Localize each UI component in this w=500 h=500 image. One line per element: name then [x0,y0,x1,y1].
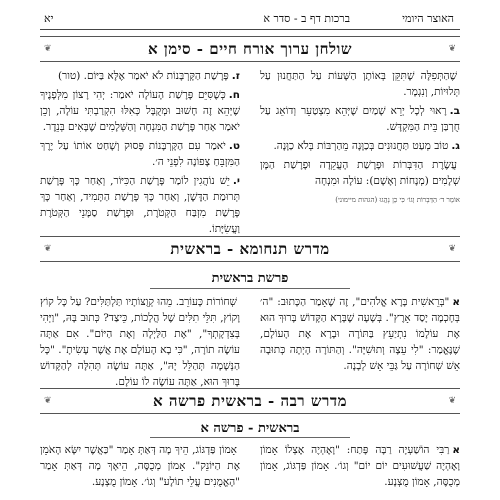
header-reference: ברכות דף ב - סדר א [263,12,350,25]
section-banner-rabbah [40,388,460,414]
paragraph [260,138,460,154]
ornament-left-icon: ❦ [44,244,52,254]
banner-top-rule [40,36,460,37]
section-title: מדרש רבה - בראשית פרשה א [153,392,347,410]
paragraph-mark: א [452,444,460,456]
paragraph-mark: ט. [228,140,240,152]
left-column [40,68,240,240]
paragraph-text: פָּרָשַׁת הַקָּרְבָּנוֹת לֹא יֹאמַר אֶלָּא בַּיּוֹם. (טור) [57,70,229,82]
ornament-right-icon: ❦ [448,44,456,54]
paragraph-text: אָמוֹן פַּדְגּוֹג, הֵיךְ מָה דְּאַתְּ אָמַר "כַּאֲשֶׁר יִשָּׂא הָאֹמֵן אֶת הַיּוֹנֵק". אָמוֹן מְכֻסֶּה, הֵיאָךְ מָה דְּאַתְּ אָמַר "הָאֱמֻנִים עֲלֵי תוֹלָע" וְגוֹ׳. אָמוֹן מֻצְנָע. [40,444,240,488]
banner-top-rule [40,236,460,237]
paragraph [40,68,240,84]
paragraph-text: כְּשֶׁסִּיֵּם פָּרָשַׁת הָעוֹלָה יֹאמַר: יְהִי רָצוֹן מִלְּפָנֶיךָ שֶׁיְּהֵא זֶה חָשׁוּב וּמְקֻבָּל כְּאִלּוּ הִקְרַבְתִּי עוֹלָה, וְכֵן יֹאמַר אַחַר פָּרָשַׁת הַמִּנְחָה וְהַשְּׁלָמִים שֶׁבָּאִים בְּנֵדֶר. [40,89,240,133]
paragraph-text: רָאוּי לְכָל יְרֵא שָׁמַיִם שֶׁיְּהֵא מִצְטַעֵר וְדוֹאֵג עַל חֻרְבַּן בֵּית הַמִּקְדָּשׁ. [260,105,460,133]
paragraph-text: שֶׁהַתְּפִלָּה שֶׁתִּקֵּן בְּאוֹתָן הַשָּׁעוֹת עַל הַתַּחֲנוּן עַל תְּלוּיוֹת, וְנִגְמָר. [260,70,460,98]
paragraph-mark: ג. [451,140,460,152]
banner-bottom-rule [40,61,460,62]
ornament-left-icon: ❦ [44,44,52,54]
ornament-right-icon: ❦ [448,396,456,406]
paragraph [260,68,460,100]
section-columns [40,442,460,498]
paragraph [40,173,240,237]
header-title: האוצר היומי [402,12,454,25]
left-column [40,294,240,393]
left-column [40,442,240,493]
paragraph-text: רַבִּי הוֹשַׁעְיָה רַבָּה פָּתַח: "וָאֶהְיֶה אֶצְלוֹ אָמוֹן וָאֶהְיֶה שַׁעֲשׁוּעִים יוֹם יוֹם" וְגוֹ׳. אָמוֹן פַּדְגּוֹג, אָמוֹן מְכֻסֶּה, אָמוֹן מֻצְנָע. [260,444,460,488]
page-number: יא [44,12,54,25]
subheading: בראשית - פרשה א [200,421,300,436]
paragraph-text: שְׁחוֹרוֹת כָּעוֹרֵב. מֵהוּ קְוֻצּוֹתָיו תַּלְתַּלִּים? עַל כָּל קוֹץ וָקוֹץ, תִּלֵּי תִלִּים שֶׁל הֲלָכוֹת, כֵּיצַד? כְּתוּב בָּהּ, "וַיְּהִי בְּצִדְקָתְךָ", "אֶת הַלַּיְלָה וְאֶת הַיּוֹם". אִם אַתָּה עוֹשֶׂה תוֹרָה, "כִּי בָא הָעוֹלָם אֶת אֲשֶׁר עָשִׂיתָ". "כָּל הַנְּשָׁמָה תְּהַלֵּל יָהּ", אַתָּה עוֹשֶׂה תְּהִלָּה לְהַקָּדוֹשׁ בָּרוּךְ הוּא, אַתָּה עוֹשֶׂה לוֹ עוֹלָם. [40,296,240,388]
running-header [0,12,500,28]
banner-top-rule [40,388,460,389]
paragraph-mark: ח. [228,89,240,101]
right-column [260,68,460,211]
paragraph-text: "בְּרֵאשִׁית בָּרָא אֱלֹהִים", זֶה שֶׁאָמַר הַכָּתוּב: "ה׳ בְּחָכְמָה יָסַד אָרֶץ". בְּשָׁעָה שֶׁבָּרָא הַקָּדוֹשׁ בָּרוּךְ הוּא אֶת עוֹלָמוֹ נִתְיַעֵץ בַּתּוֹרָה וּבָרָא אֶת הָעוֹלָם, שֶׁנֶּאֱמַר: "לִי עֵצָה וְתוּשִׁיָּה". וְהַתּוֹרָה הָיְתָה כְּתוּבָה אֵשׁ שְׁחוֹרָה עַל גַּבֵּי אֵשׁ לְבָנָה. [260,296,460,372]
section-banner-tanchuma [40,236,460,262]
paragraph [260,294,460,374]
paragraph-mark: ז. [231,70,240,82]
banner-bottom-rule [40,261,460,262]
section-title: שולחן ערוך אורח חיים - סימן א [148,40,352,58]
paragraph [40,87,240,135]
paragraph-text: יֹאמַר עִם הַקָּרְבָּנוֹת פָּסוּק וְשָׁחַט אוֹתוֹ עַל יֶרֶךְ הַמִּזְבֵּחַ צָפוֹנָה לִפְנֵי ה׳. [40,140,240,168]
section-title: מדרש תנחומא - בראשית [170,240,330,258]
footnote-text: אוֹמֵר ד׳ הַדְּבָרוֹת וְגוֹ׳ כִּי כֵן נָהֲגוּ (הגהות מיימוני) [335,196,460,204]
paragraph [40,294,240,390]
section-banner-shulchan-aruch [40,36,460,62]
ornament-right-icon: ❦ [448,244,456,254]
header-divider [40,29,460,30]
paragraph-mark: ב. [449,105,460,117]
paragraph [260,157,460,189]
paragraph-text: טוֹב מְעַט תַּחֲנוּנִים בְּכַוָּנָה מֵהַרְבּוֹת בְּלֹא כַוָּנָה. [273,140,449,152]
paragraph-text: יֵשׁ נוֹהֲגִין לוֹמַר פָּרָשַׁת הַכִּיּוֹר, וְאַחַר כָּךְ פָּרָשַׁת תְּרוּמַת הַדֶּשֶׁן, וְאַחַר כָּךְ פָּרָשַׁת הַתָּמִיד, וְאַחַר כָּךְ פָּרָשַׁת מִזְבַּח הַקְּטֹרֶת, וּפָרָשַׁת סַמָּנֵי הַקְּטֹרֶת וַעֲשִׂיָּתוֹ. [40,175,240,235]
ornament-left-icon: ❦ [44,396,52,406]
footnote [260,192,460,208]
subheading-rule [150,288,350,289]
paragraph [40,138,240,170]
paragraph [260,103,460,135]
subheading-rule [150,437,350,438]
paragraph-mark: י. [232,175,240,187]
section-columns [40,68,460,235]
subheading: פרשת בראשית [211,271,289,286]
right-column [260,442,460,493]
paragraph-text: עֲשֶׂרֶת הַדִּבְּרוֹת וּפָרָשַׁת הָעֲקֵדָה וּפָרָשַׁת הַמָּן שְׁלָמִים (מְנָחוֹת וְאָשָׁם): עוֹלָה וּמִנְחָה [260,159,460,187]
paragraph [260,442,460,490]
section-columns [40,294,460,388]
banner-bottom-rule [40,413,460,414]
paragraph [40,442,240,490]
right-column [260,294,460,377]
paragraph-mark: א [452,296,460,308]
